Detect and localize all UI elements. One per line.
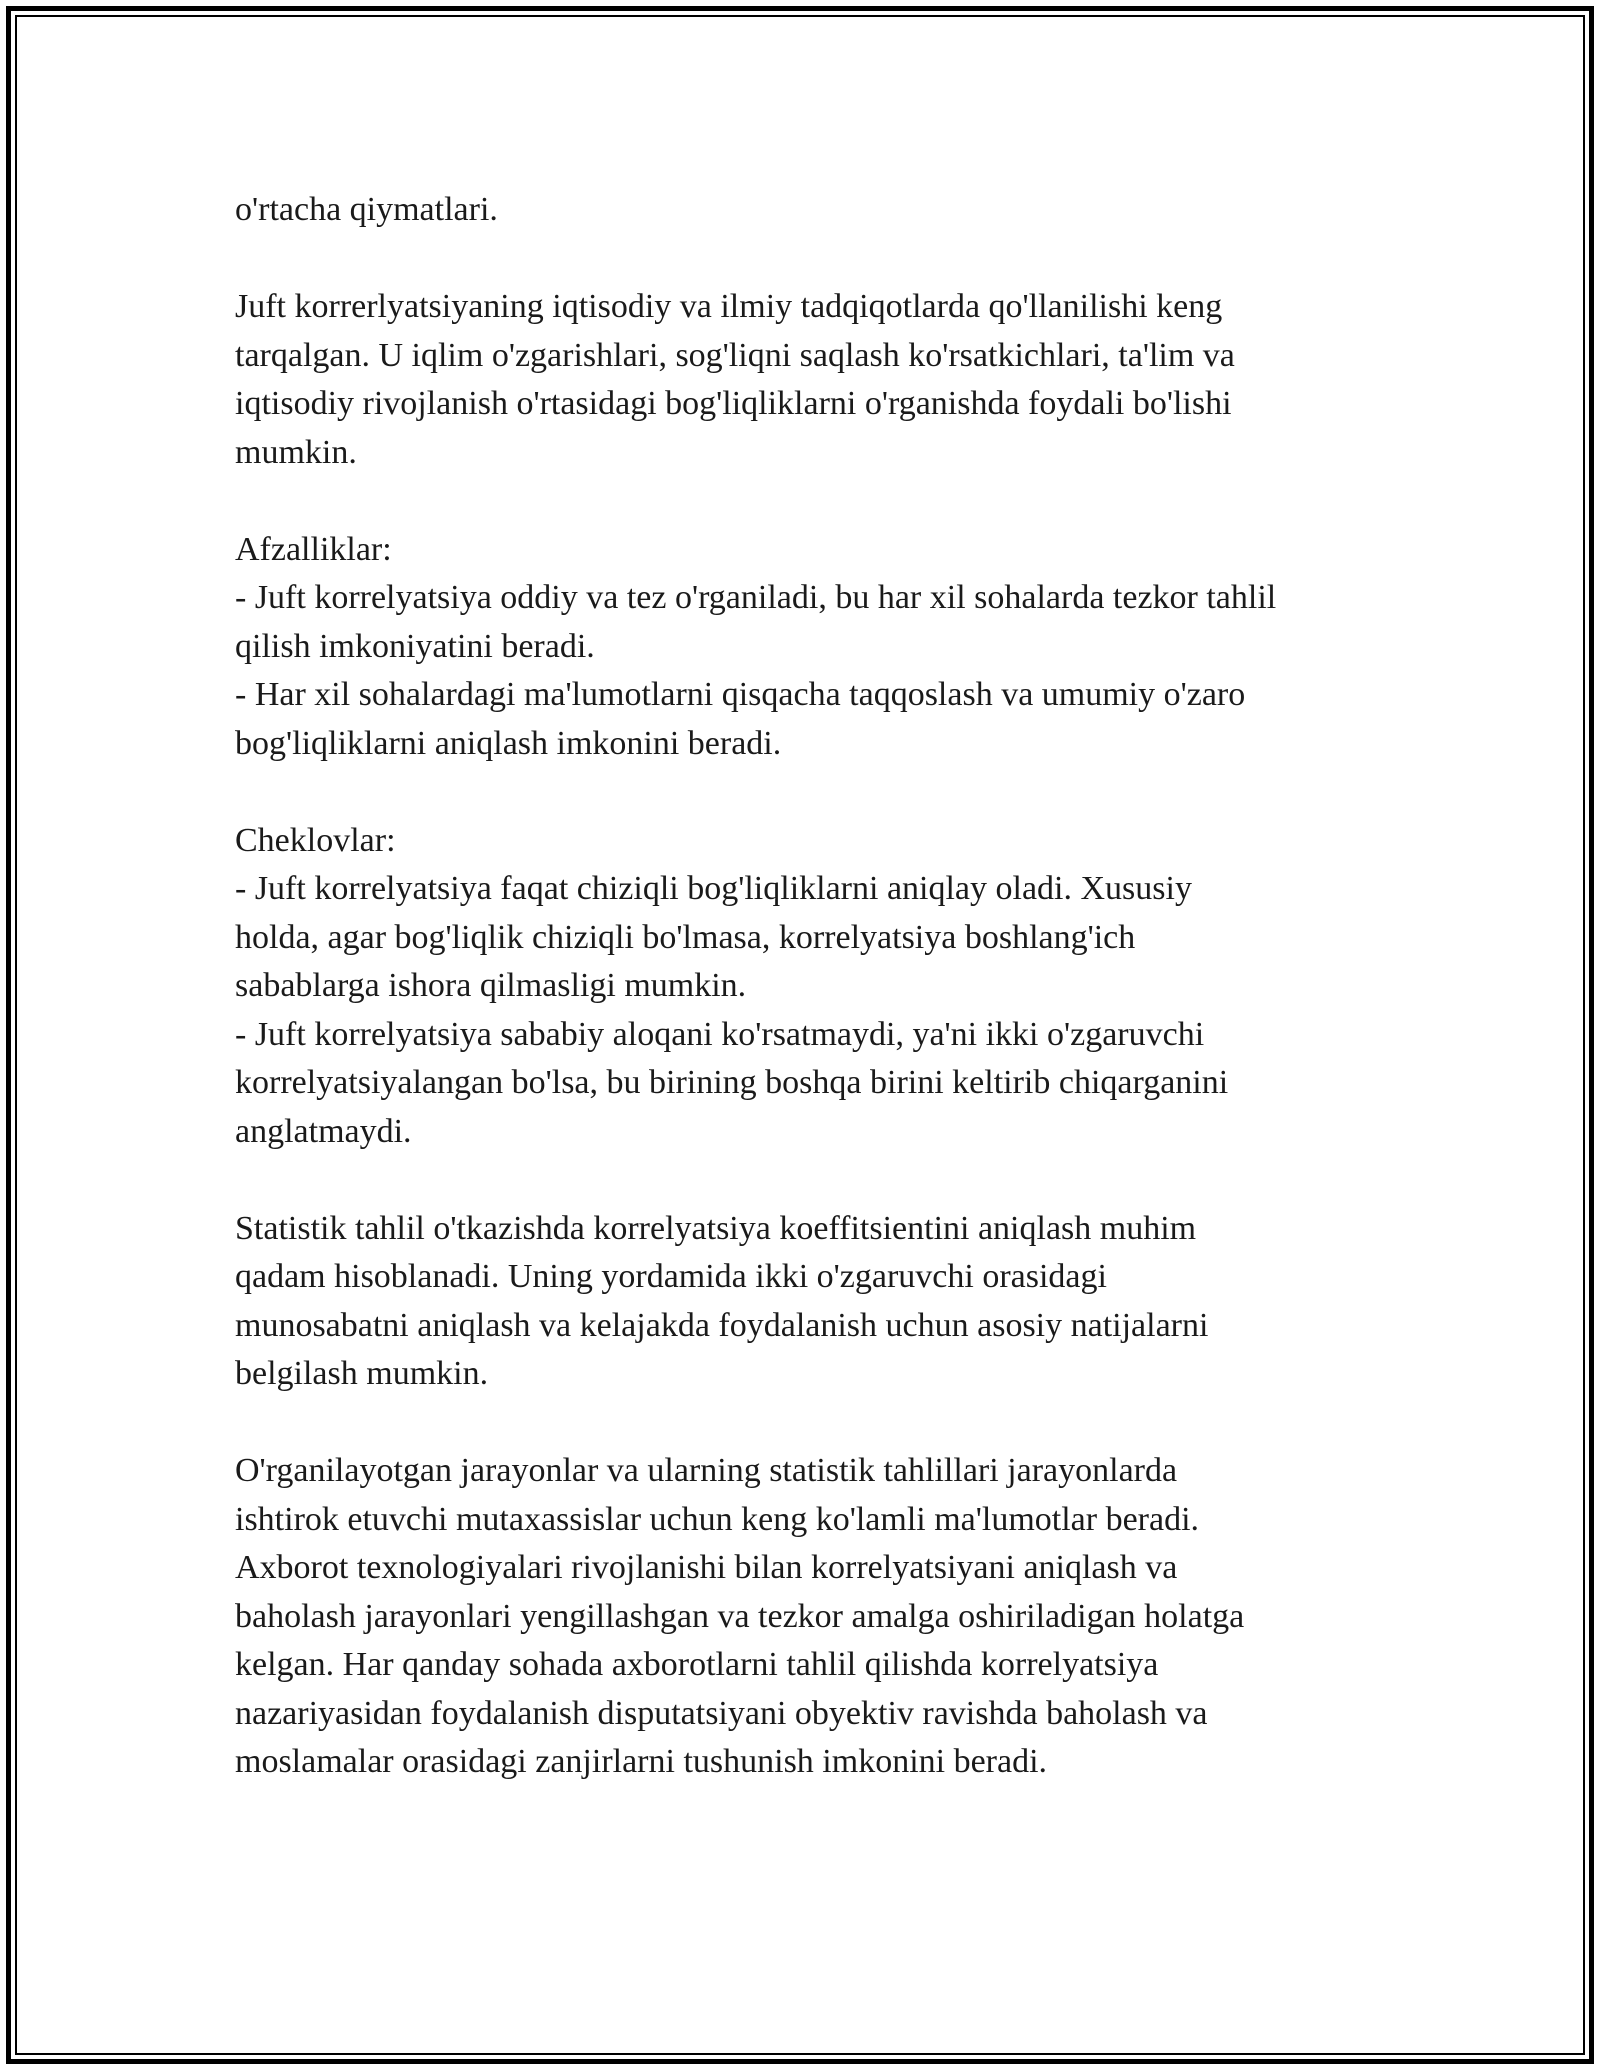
text-line: baholash jarayonlari yengillashgan va tezkor amalga oshiriladigan holatga <box>235 1597 1245 1635</box>
list-item: - Juft korrelyatsiya oddiy va tez o'rganiladi, bu har xil sohalarda tezkor tahlil <box>235 579 1277 616</box>
text-line: nazariyasidan foydalanish disputatsiyani obyektiv ravishda baholash va <box>235 1694 1208 1732</box>
text-line: bog'liqliklarni aniqlash imkonini beradi. <box>235 724 782 762</box>
text-line: belgilash mumkin. <box>235 1355 489 1392</box>
text-line: qilish imkoniyatini beradi. <box>235 627 595 665</box>
text-line: munosabatni aniqlash va kelajakda foydalanish uchun asosiy natijalarni <box>235 1306 1209 1344</box>
text-line: ishtirok etuvchi mutaxassislar uchun keng ko'lamli ma'lumotlar beradi. <box>235 1500 1200 1538</box>
paragraph-intro-fragment <box>235 186 1415 235</box>
text-line: moslamalar orasidagi zanjirlarni tushunish imkonini beradi. <box>235 1743 1048 1780</box>
text-line: korrelyatsiyalangan bo'lsa, bu birining boshqa birini keltirib chiqarganini <box>235 1064 1229 1101</box>
text-line: iqtisodiy rivojlanish o'rtasidagi bog'liqliklarni o'rganishda foydali bo'lishi <box>235 385 1232 422</box>
section-heading-limitations: Cheklovlar: <box>235 821 396 859</box>
paragraph-limitations <box>235 817 1415 1157</box>
list-item: - Har xil sohalardagi ma'lumotlarni qisqacha taqqoslash va umumiy o'zaro <box>235 676 1246 713</box>
section-heading-advantages: Afzalliklar: <box>235 530 392 568</box>
text-line: O'rganilayotgan jarayonlar va ularning statistik tahlillari jarayonlarda <box>235 1452 1178 1489</box>
list-item: - Juft korrelyatsiya faqat chiziqli bog'liqliklarni aniqlay oladi. Xususiy <box>235 870 1192 907</box>
text-line: holda, agar bog'liqlik chiziqli bo'lmasa, korrelyatsiya boshlang'ich <box>235 918 1136 956</box>
paragraph-applications <box>235 283 1415 477</box>
text-line: mumkin. <box>235 433 357 471</box>
text-line: sabablarga ishora qilmasligi mumkin. <box>235 967 747 1004</box>
text-line: Juft korrerlyatsiyaning iqtisodiy va ilmiy tadqiqotlarda qo'llanilishi keng <box>235 288 1223 325</box>
text-line: anglatmaydi. <box>235 1112 412 1150</box>
list-item: - Juft korrelyatsiya sababiy aloqani ko'rsatmaydi, ya'ni ikki o'zgaruvchi <box>235 1015 1205 1053</box>
paragraph-advantages <box>235 526 1415 769</box>
text-line: tarqalgan. U iqlim o'zgarishlari, sog'liqni saqlash ko'rsatkichlari, ta'lim va <box>235 336 1235 374</box>
text-line: o'rtacha qiymatlari. <box>235 191 498 228</box>
paragraph-statistical-analysis <box>235 1205 1415 1399</box>
text-line: qadam hisoblanadi. Uning yordamida ikki o'zgaruvchi orasidagi <box>235 1258 1107 1295</box>
document-body <box>235 186 1415 1787</box>
text-line: Axborot texnologiyalari rivojlanishi bilan korrelyatsiyani aniqlash va <box>235 1549 1178 1586</box>
text-line: Statistik tahlil o'tkazishda korrelyatsiya koeffitsientini aniqlash muhim <box>235 1209 1197 1247</box>
paragraph-conclusion <box>235 1447 1415 1787</box>
text-line: kelgan. Har qanday sohada axborotlarni tahlil qilishda korrelyatsiya <box>235 1646 1159 1683</box>
